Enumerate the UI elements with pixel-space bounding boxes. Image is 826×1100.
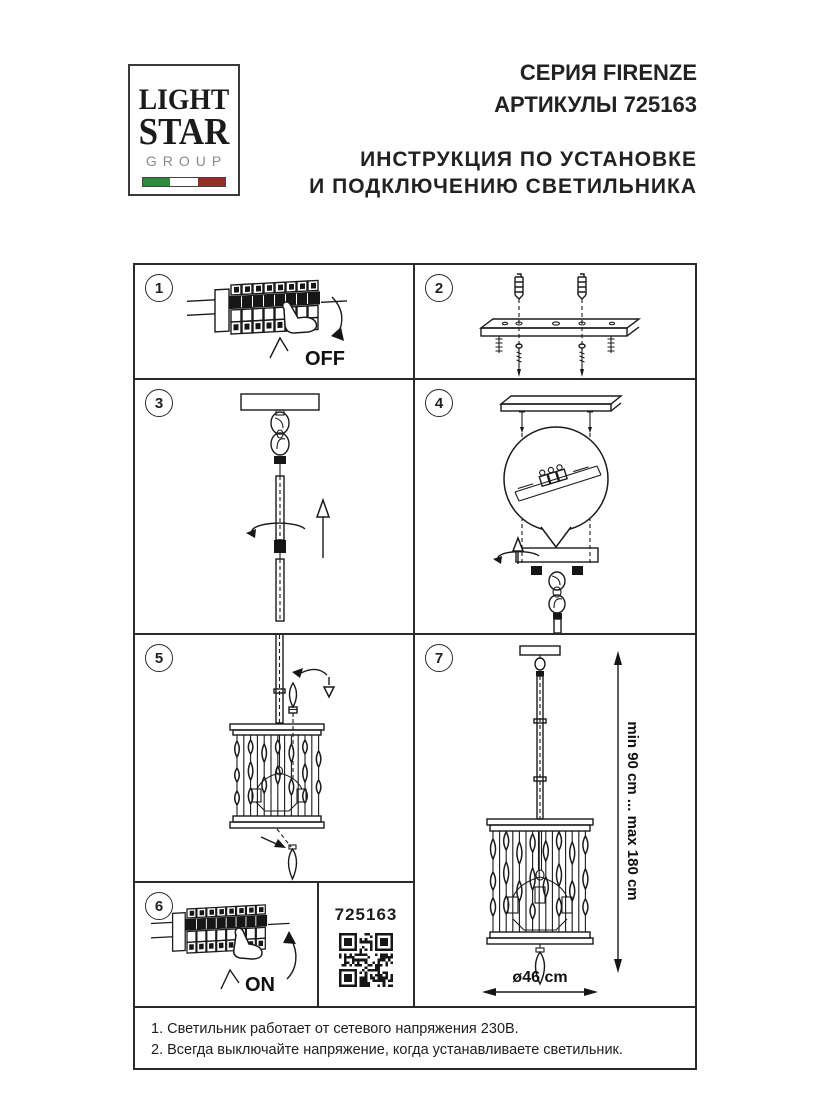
step-6-panel [135, 883, 319, 1008]
diameter-dimension [482, 969, 598, 996]
step-2-number: 2 [425, 274, 453, 302]
logo-word-group: GROUP [145, 153, 228, 169]
decorative-chain [549, 572, 565, 633]
step-1-drawing-breaker-off [135, 265, 413, 378]
switch-up-arrow-icon [283, 931, 296, 979]
instruction-title [309, 146, 697, 200]
step-4-panel [415, 380, 695, 635]
on-label: ON [245, 974, 275, 996]
flag-white-stripe [170, 178, 197, 186]
up-arrow-icon [317, 500, 329, 558]
step-3-panel [135, 380, 415, 635]
candle-bulb-icon [289, 683, 297, 717]
step-2-drawing-bracket [415, 265, 695, 378]
step-2-panel [415, 265, 695, 380]
step-3-drawing-rod-assembly [135, 380, 413, 633]
detail-balloon [504, 427, 608, 547]
step-7-drawing-dimensions [415, 635, 695, 1006]
height-dimension-label: min 90 cm ... max 180 cm [624, 721, 641, 901]
step-4-number: 4 [425, 389, 453, 417]
instruction-table [133, 263, 697, 1070]
diameter-dimension-label: ø46 cm [512, 969, 568, 986]
height-dimension [614, 651, 641, 973]
off-label: OFF [305, 348, 345, 370]
canopy-plate [516, 548, 598, 562]
circuit-breaker-row [187, 279, 347, 336]
ceiling-plate [241, 394, 319, 410]
series-header [494, 57, 697, 121]
flag-red-stripe [198, 178, 225, 186]
chain-links [271, 410, 289, 455]
bulb-insert-arrow-icon [292, 668, 334, 697]
drum-shade [230, 724, 324, 828]
suspension-rod [534, 676, 546, 819]
step-5-drawing-lamp-and-finial [135, 635, 413, 881]
italian-flag-icon [142, 177, 226, 187]
fixing-nuts [531, 566, 583, 575]
notes-panel [135, 1008, 695, 1068]
logo-word-star: STAR [138, 111, 230, 153]
step-4-drawing-wiring [415, 380, 695, 633]
wall-anchor-icon [515, 274, 586, 299]
suspension-rod [274, 456, 286, 621]
note-line-1: 1. Светильник работает от сетевого напряжения 230В. [151, 1021, 519, 1037]
instruction-title-line1: ИНСТРУКЦИЯ ПО УСТАНОВКЕ [360, 148, 697, 171]
note-line-2: 2. Всегда выключайте напряжение, когда устанавливаете светильник. [151, 1042, 623, 1058]
step-1-panel [135, 265, 415, 380]
article-number: 725163 [334, 905, 398, 924]
suspension-rod [274, 635, 285, 723]
step-1-number: 1 [145, 274, 173, 302]
step-5-panel [135, 635, 415, 883]
qr-code [339, 933, 393, 987]
article-qr-panel [319, 883, 415, 1008]
switch-down-arrow-icon [331, 297, 344, 341]
finial-drop-icon [289, 845, 297, 879]
flag-green-stripe [143, 178, 170, 186]
mounting-bracket [481, 319, 639, 336]
step-6-number: 6 [145, 892, 173, 920]
logo-word-light: LIGHT [138, 83, 230, 116]
step-7-panel [415, 635, 695, 1008]
step-3-number: 3 [145, 389, 173, 417]
mounting-screws [516, 344, 585, 377]
lightstar-logo [128, 64, 240, 196]
ceiling-plate [520, 646, 560, 676]
step-7-number: 7 [425, 644, 453, 672]
threaded-studs [496, 336, 615, 353]
drum-shade [487, 819, 593, 944]
finial-screw-arrow-icon [261, 837, 286, 848]
articles-title: АРТИКУЛЫ 725163 [494, 92, 697, 117]
step-5-number: 5 [145, 644, 173, 672]
series-title: СЕРИЯ FIRENZE [519, 60, 697, 85]
instruction-title-line2: И ПОДКЛЮЧЕНИЮ СВЕТИЛЬНИКА [309, 175, 697, 198]
